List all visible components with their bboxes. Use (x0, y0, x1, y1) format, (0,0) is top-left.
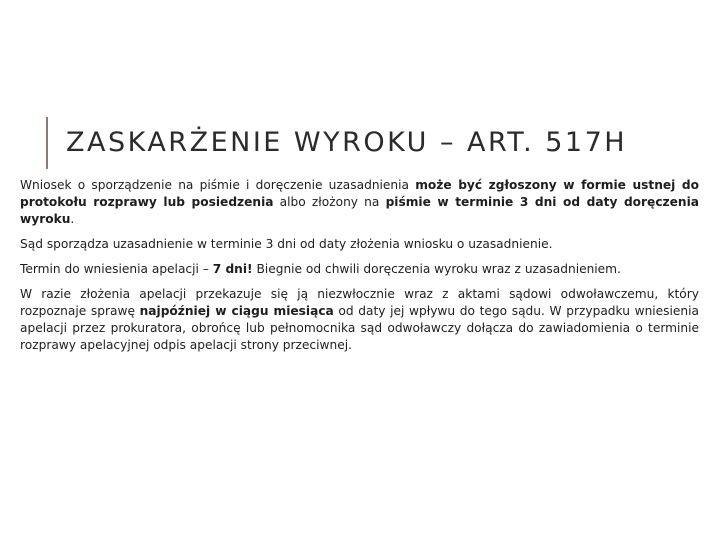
paragraph-4-seg-1: W razie złożenia apelacji przekazuje się ją niezwłocznie wraz z aktami sądowi odwoławczemu, który rozpoznaje sprawę (20, 287, 699, 318)
paragraph-1-seg-4: piśmie w terminie 3 dni od daty doręczenia wyroku (20, 195, 699, 226)
slide-title: ZASKARŻENIE WYROKU – ART. 517H (66, 127, 628, 158)
paragraph-1-seg-2: może być zgłoszony w formie ustnej do protokołu rozprawy lub posiedzenia (20, 178, 699, 209)
paragraph-1 (20, 177, 699, 228)
paragraph-4-seg-2: najpóźniej w ciągu miesiąca (139, 304, 334, 318)
paragraph-3-seg-3: Biegnie od chwili doręczenia wyroku wraz z uzasadnieniem. (252, 262, 621, 276)
paragraph-1-seg-3: albo złożony na (273, 195, 386, 209)
paragraph-2 (20, 236, 699, 253)
slide-body (20, 177, 699, 362)
paragraph-1-seg-1: Wniosek o sporządzenie na piśmie i doręczenie uzasadnienia (20, 178, 416, 192)
title-accent-bar (46, 117, 48, 169)
paragraph-1-seg-5: . (70, 212, 75, 226)
paragraph-3-seg-1: Termin do wniesienia apelacji – (20, 262, 213, 276)
paragraph-4 (20, 286, 699, 354)
paragraph-2-seg-1: Sąd sporządza uzasadnienie w terminie 3 dni od daty złożenia wniosku o uzasadnienie. (20, 237, 553, 251)
paragraph-3-seg-2: 7 dni! (212, 262, 253, 276)
paragraph-4-seg-3: od daty jej wpływu do tego sądu. W przypadku wniesienia apelacji przez prokuratora, obrońcę lub pełnomocnika sąd odwoławczy dołącza do zawiadomienia o terminie rozprawy apelacyjnej odpis apelacji strony przeciwnej. (20, 304, 699, 352)
paragraph-3 (20, 261, 699, 278)
